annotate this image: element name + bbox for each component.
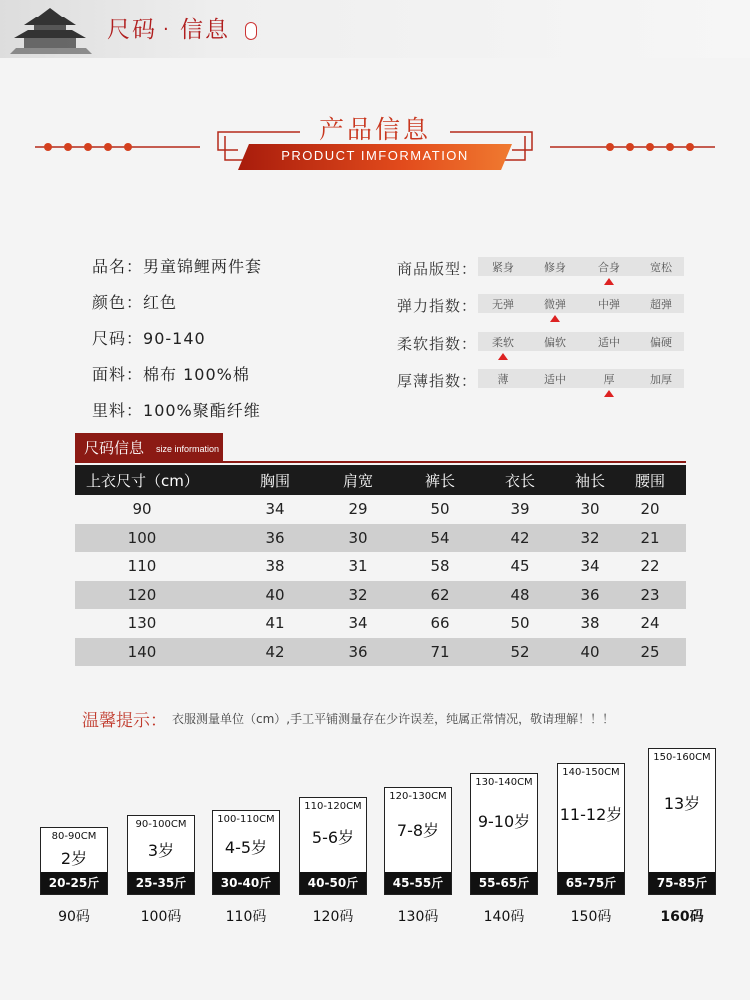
size-code: 120码 (312, 909, 354, 925)
size-code: 150码 (570, 909, 612, 925)
rating-marker-icon (604, 278, 614, 285)
size-code: 90码 (58, 909, 90, 925)
table-cell: 140 (127, 642, 157, 661)
size-box-age: 9-10岁 (477, 812, 531, 831)
table-cell: 30 (580, 500, 600, 518)
size-box-age: 2岁 (60, 849, 88, 868)
size-code: 110码 (225, 909, 267, 925)
tip-title: 温馨提示： (82, 711, 167, 731)
rating-option: 加厚 (650, 373, 672, 386)
table-cell: 31 (348, 557, 368, 575)
table-cell: 36 (265, 528, 285, 547)
table-cell: 45 (510, 557, 530, 575)
size-box (212, 810, 280, 895)
table-cell: 48 (510, 585, 530, 604)
size-box-weight: 20-25斤 (41, 872, 107, 894)
size-box (557, 763, 625, 895)
size-box-age: 3岁 (147, 841, 175, 860)
product-size: 尺码：90-140 (92, 329, 206, 348)
size-box (648, 748, 716, 895)
table-cell: 22 (640, 557, 660, 575)
table-cell: 25 (640, 642, 660, 661)
size-table-title-en: size information (156, 444, 220, 454)
size-box-weight: 45-55斤 (385, 872, 451, 894)
table-cell: 54 (430, 528, 450, 547)
size-box (299, 797, 367, 895)
table-cell: 34 (265, 500, 285, 518)
size-box (40, 827, 108, 895)
rating-option: 薄 (497, 373, 509, 386)
header-dot: . (163, 14, 169, 35)
size-box-weight: 75-85斤 (649, 872, 715, 894)
rating-marker-icon (550, 315, 560, 322)
rating-option: 适中 (598, 336, 620, 349)
header-title: 尺码 (107, 17, 157, 43)
size-box-height: 130-140CM (475, 777, 533, 788)
size-box-weight: 40-50斤 (300, 872, 366, 894)
size-box-age: 7-8岁 (396, 821, 440, 840)
section-title: 产品信息 (318, 115, 431, 144)
table-header-cell: 裤长 (424, 472, 455, 490)
table-cell: 62 (430, 585, 450, 604)
table-cell: 52 (510, 642, 530, 661)
rating-marker-icon (498, 353, 508, 360)
rating-option: 厚 (603, 373, 615, 386)
rating-marker-icon (604, 390, 614, 397)
table-header-cell: 袖长 (574, 472, 605, 490)
rating-label: 弹力指数： (397, 297, 478, 315)
size-box (384, 787, 452, 895)
rating-option: 微弹 (544, 298, 566, 311)
table-cell: 50 (430, 500, 450, 518)
size-box-height: 90-100CM (135, 819, 187, 830)
table-cell: 20 (640, 500, 660, 518)
product-fabric: 面料：棉布 100%棉 (92, 365, 250, 384)
rating-option: 适中 (544, 373, 566, 386)
size-box-age: 13岁 (663, 794, 701, 813)
product-name: 品名：男童锦鲤两件套 (92, 257, 263, 276)
size-box-weight: 25-35斤 (128, 872, 194, 894)
table-cell: 41 (265, 614, 285, 632)
table-cell: 30 (348, 528, 368, 547)
table-cell: 38 (265, 557, 285, 575)
table-cell: 38 (580, 614, 600, 632)
rating-option: 无弹 (492, 298, 514, 311)
table-cell: 66 (430, 614, 450, 632)
table-cell: 34 (348, 614, 368, 632)
table-cell: 42 (265, 642, 285, 661)
table-cell: 40 (580, 642, 600, 661)
size-box-weight: 55-65斤 (471, 872, 537, 894)
size-box-height: 100-110CM (217, 814, 275, 825)
size-code: 130码 (397, 909, 439, 925)
table-cell: 42 (510, 528, 530, 547)
table-header-cell: 衣长 (504, 472, 535, 490)
table-cell: 100 (127, 528, 157, 547)
rating-option: 偏软 (544, 336, 566, 349)
table-header-cell: 胸围 (259, 472, 290, 490)
table-cell: 34 (580, 557, 600, 575)
size-code: 100码 (140, 909, 182, 925)
table-cell: 130 (127, 614, 157, 632)
product-lining: 里料：100%聚酯纤维 (92, 401, 261, 420)
size-table-title: 尺码信息 (84, 439, 145, 457)
size-box-age: 4-5岁 (224, 838, 268, 857)
table-cell: 90 (132, 500, 152, 518)
size-box-height: 120-130CM (389, 791, 447, 802)
rating-option: 超弹 (650, 298, 672, 311)
table-cell: 36 (580, 585, 600, 604)
rating-label: 商品版型： (397, 260, 478, 278)
rating-option: 偏硬 (650, 336, 672, 349)
table-cell: 39 (510, 500, 530, 518)
rating-option: 柔软 (492, 336, 514, 349)
size-box-weight: 30-40斤 (213, 872, 279, 894)
size-box-age: 11-12岁 (559, 805, 623, 824)
rating-option: 中弹 (598, 298, 620, 311)
section-title-en: PRODUCT IMFORMATION (281, 148, 469, 163)
table-header-cell: 肩宽 (342, 472, 373, 490)
table-cell: 50 (510, 614, 530, 632)
size-box-height: 150-160CM (653, 752, 711, 763)
table-cell: 58 (430, 557, 450, 575)
rating-option: 紧身 (492, 261, 514, 274)
size-code: 160码 (660, 909, 704, 925)
table-cell: 120 (127, 585, 157, 604)
table-header-cell: 上衣尺寸（cm） (86, 472, 199, 490)
size-box (470, 773, 538, 895)
rating-option: 宽松 (650, 261, 672, 274)
table-cell: 110 (127, 557, 157, 575)
table-cell: 36 (348, 642, 368, 661)
product-color: 颜色：红色 (92, 293, 178, 312)
table-cell: 21 (640, 528, 660, 547)
table-cell: 71 (430, 642, 450, 661)
rating-label: 柔软指数： (397, 335, 478, 353)
table-cell: 24 (640, 614, 660, 632)
size-box (127, 815, 195, 895)
rating-label: 厚薄指数： (397, 372, 478, 390)
table-cell: 23 (640, 585, 660, 604)
table-cell: 32 (348, 585, 368, 604)
table-cell: 32 (580, 528, 600, 547)
header-subtitle: 信息 (180, 17, 230, 43)
tip-text: 衣服测量单位（cm）,手工平铺测量存在少许误差，纯属正常情况，敬请理解！！！ (172, 712, 615, 726)
rating-option: 修身 (544, 261, 566, 274)
size-box-age: 5-6岁 (311, 828, 355, 847)
size-box-weight: 65-75斤 (558, 872, 624, 894)
size-code: 140码 (483, 909, 525, 925)
table-header-cell: 腰围 (634, 472, 665, 490)
size-box-height: 110-120CM (304, 801, 362, 812)
table-cell: 29 (348, 500, 368, 518)
size-box-height: 140-150CM (562, 767, 620, 778)
size-box-height: 80-90CM (51, 831, 97, 842)
table-divider (75, 461, 686, 463)
rating-option: 合身 (598, 261, 620, 274)
table-cell: 40 (265, 585, 285, 604)
